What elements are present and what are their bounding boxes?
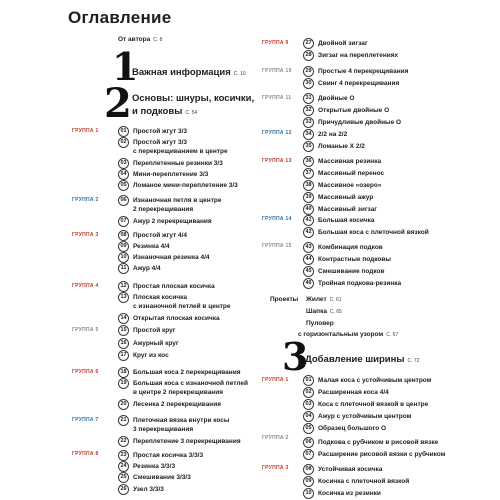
section-3-number: 3 [282, 334, 309, 379]
toc-entry[interactable] [303, 399, 428, 409]
entry-number: 33 [303, 117, 314, 128]
entry-number: 08 [118, 230, 129, 241]
entry-title: Большая косичка [318, 216, 375, 224]
entry-number: 32 [303, 105, 314, 116]
entry-number: 17 [118, 350, 129, 361]
entry-title: Расширенная коса 4/4 [318, 388, 389, 396]
group-label-7: ГРУППА 7 [72, 417, 99, 423]
entry-number: 44 [303, 254, 314, 265]
toc-entry[interactable] [118, 367, 241, 377]
entry-title: Простая косичка 3/3/3 [133, 451, 204, 459]
project-entry[interactable] [306, 296, 342, 303]
group-label-14: ГРУППА 14 [262, 216, 292, 222]
toc-entry[interactable] [118, 436, 241, 446]
project-entry[interactable] [306, 320, 337, 327]
entry-continuation: с перекрещиванием в центре [133, 148, 228, 155]
entry-title: Ажур 4/4 [133, 264, 161, 272]
entry-title: Изнаночная петля в центре [133, 196, 222, 204]
entry-title: Косичка из резинки [318, 489, 381, 497]
entry-number: 03 [303, 399, 314, 410]
entry-title: Простая плоская косичка [133, 282, 215, 290]
group-label-11: ГРУППА 11 [262, 95, 292, 101]
entry-title: Ломаные Х 2/2 [318, 142, 365, 150]
section-3-title [305, 354, 419, 367]
entry-title: Двойные О [318, 94, 355, 102]
group-label-9: ГРУППА 9 [262, 40, 289, 46]
toc-entry[interactable] [118, 415, 229, 425]
entry-title: Простой жгут 3/3 [133, 127, 188, 135]
entry-number: 30 [303, 78, 314, 89]
author-entry [118, 36, 162, 43]
entry-title: Плоская косичка [133, 293, 187, 301]
toc-entry[interactable] [303, 117, 401, 127]
toc-entry[interactable] [303, 168, 384, 178]
group-label-8: ГРУППА 8 [72, 451, 99, 457]
toc-entry[interactable] [303, 387, 389, 397]
toc-entry[interactable] [303, 180, 381, 190]
toc-entry[interactable] [118, 137, 187, 147]
toc-entry[interactable] [303, 192, 373, 202]
toc-entry[interactable] [118, 292, 187, 302]
toc-entry[interactable] [118, 450, 203, 460]
entry-title: Большая коса с изнаночной петлей [133, 379, 249, 387]
entry-title: Переплетенные резинки 3/3 [133, 159, 223, 167]
entry-number: 04 [118, 169, 129, 180]
toc-entry[interactable] [303, 93, 354, 103]
entry-title: Коса с плеточной вязкой в центре [318, 400, 429, 408]
author-label: От автора [118, 36, 151, 43]
entry-number: 18 [118, 367, 129, 378]
entry-number: 04 [303, 411, 314, 422]
entry-title: Простой жгут 4/4 [133, 231, 188, 239]
project-entry[interactable] [298, 331, 398, 338]
entry-number: 05 [118, 180, 129, 191]
toc-entry[interactable] [118, 472, 191, 482]
entry-number: 19 [118, 378, 129, 389]
toc-entry[interactable] [118, 461, 175, 471]
toc-entry[interactable] [303, 66, 408, 76]
project-page: С. 65 [329, 309, 342, 315]
entry-number: 13 [118, 292, 129, 303]
section-3-group-label-2: ГРУППА 2 [262, 435, 289, 441]
entry-title: Массивный перенос [318, 169, 385, 177]
toc-entry[interactable] [303, 156, 381, 166]
entry-number: 21 [118, 415, 129, 426]
entry-title: Свинг 4 перекрещивания [318, 79, 400, 87]
entry-title: Смешивание подков [318, 267, 385, 275]
group-label-6: ГРУППА 6 [72, 369, 99, 375]
entry-title: Резинка 3/3/3 [133, 462, 176, 470]
entry-number: 45 [303, 266, 314, 277]
project-page: С. 61 [329, 297, 342, 303]
project-name: Пуловер [306, 320, 334, 327]
entry-title: Открытые двойные О [318, 106, 390, 114]
entry-title: Простой круг [133, 326, 176, 334]
entry-number: 10 [118, 252, 129, 263]
toc-entry[interactable] [303, 215, 375, 225]
entry-title: Причудливые двойные О [318, 118, 402, 126]
group-label-12: ГРУППА 12 [262, 130, 292, 136]
entry-title: Массивный ажур [318, 193, 374, 201]
toc-entry[interactable] [118, 216, 212, 226]
toc-entry[interactable] [303, 129, 347, 139]
entry-number: 35 [303, 141, 314, 152]
section-2-title-line1: Основы: шнуры, косички, [132, 93, 255, 104]
entry-title: Двойной зигзаг [318, 39, 368, 47]
entry-number: 07 [118, 216, 129, 227]
toc-entry[interactable] [118, 241, 170, 251]
entry-number: 37 [303, 168, 314, 179]
entry-number: 10 [303, 488, 314, 499]
entry-number: 27 [303, 38, 314, 49]
toc-entry[interactable] [118, 325, 175, 335]
entry-title: Простой жгут 3/3 [133, 138, 188, 146]
entry-title: Тройная подкова-резинка [318, 279, 402, 287]
entry-number: 40 [303, 204, 314, 215]
entry-title: 2/2 на 2/2 [318, 130, 348, 138]
toc-entry[interactable] [303, 278, 401, 288]
entry-number: 36 [303, 156, 314, 167]
entry-title: Ажур с устойчивым центром [318, 412, 412, 420]
entry-number: 08 [303, 464, 314, 475]
entry-title: Большая коса с плеточной вязкой [318, 228, 429, 236]
toc-entry[interactable] [303, 204, 377, 214]
toc-entry[interactable] [303, 227, 429, 237]
toc-entry[interactable] [303, 449, 445, 459]
entry-number: 31 [303, 93, 314, 104]
entry-number: 26 [118, 484, 129, 495]
entry-title: Плеточная вязка внутри косы [133, 416, 230, 424]
entry-continuation: 2 перекрещивания [133, 206, 194, 213]
entry-continuation: 3 перекрещивания [133, 426, 194, 433]
entry-title: Простые 4 перекрещивания [318, 67, 409, 75]
section-3-page: С. 72 [407, 358, 420, 364]
entry-title: Зигзаг на переплетениях [318, 51, 399, 59]
entry-number: 06 [118, 195, 129, 206]
entry-title: Открытая плоская косичка [133, 314, 220, 322]
toc-entry[interactable] [303, 488, 381, 498]
toc-entry[interactable] [303, 254, 391, 264]
entry-number: 07 [303, 449, 314, 460]
toc-entry[interactable] [118, 378, 248, 388]
toc-entry[interactable] [303, 141, 365, 151]
page-title: Оглавление [68, 8, 172, 27]
section-3-group-label-1: ГРУППА 1 [262, 377, 289, 383]
toc-entry[interactable] [118, 263, 161, 273]
entry-number: 42 [303, 227, 314, 238]
toc-entry[interactable] [303, 375, 432, 385]
entry-number: 01 [118, 126, 129, 137]
toc-entry[interactable] [118, 195, 221, 205]
toc-entry[interactable] [118, 313, 220, 323]
entry-number: 05 [303, 423, 314, 434]
section-2-number: 2 [104, 80, 132, 127]
entry-title: Смешивание 3/3/3 [133, 473, 191, 481]
entry-number: 02 [118, 137, 129, 148]
entry-number: 06 [303, 437, 314, 448]
toc-entry[interactable] [303, 423, 386, 433]
entry-number: 20 [118, 399, 129, 410]
toc-entry[interactable] [118, 230, 187, 240]
toc-entry[interactable] [303, 50, 398, 60]
entry-continuation: с изнаночной петлей в центре [133, 303, 231, 310]
toc-entry[interactable] [118, 126, 187, 136]
entry-title: Устойчивая косичка [318, 465, 383, 473]
section-1-title [132, 67, 246, 80]
project-name: с горизонтальным узором [298, 331, 384, 338]
section-1-page: С. 10 [233, 71, 246, 77]
section-1-title-text: Важная информация [132, 67, 231, 78]
group-label-15: ГРУППА 15 [262, 243, 292, 249]
entry-title: Контрастные подковы [318, 255, 391, 263]
toc-entry[interactable] [303, 78, 399, 88]
entry-title: Лесенка 2 перекрещивания [133, 400, 222, 408]
entry-number: 12 [118, 281, 129, 292]
entry-number: 01 [303, 375, 314, 386]
entry-title: Ломаное мини-переплетение 3/3 [133, 181, 238, 189]
toc-entry[interactable] [303, 242, 383, 252]
toc-entry[interactable] [118, 180, 238, 190]
entry-title: Изнаночная резинка 4/4 [133, 253, 210, 261]
entry-title: Переплетение 3 перекрещивания [133, 437, 241, 445]
entry-number: 09 [303, 476, 314, 487]
section-2-title-line2-text: и подковы [132, 106, 183, 117]
group-label-1: ГРУППА 1 [72, 128, 99, 134]
projects-label: Проекты [270, 296, 299, 303]
entry-title: Круг из кос [133, 351, 169, 359]
entry-title: Образец большого О [318, 424, 387, 432]
group-label-4: ГРУППА 4 [72, 283, 99, 289]
entry-number: 29 [303, 66, 314, 77]
entry-title: Резинка 4/4 [133, 242, 170, 250]
group-label-13: ГРУППА 13 [262, 158, 292, 164]
entry-number: 03 [118, 158, 129, 169]
toc-entry[interactable] [303, 38, 368, 48]
entry-number: 39 [303, 192, 314, 203]
project-entry[interactable] [306, 308, 342, 315]
group-label-3: ГРУППА 3 [72, 232, 99, 238]
entry-title: Ажурный круг [133, 339, 179, 347]
entry-number: 23 [118, 450, 129, 461]
entry-title: Подкова с рубчиком в рисовой вязке [318, 438, 439, 446]
entry-number: 43 [303, 242, 314, 253]
toc-entry[interactable] [303, 411, 411, 421]
toc-entry[interactable] [303, 437, 438, 447]
entry-title: Косичка с плеточной вязкой [318, 477, 410, 485]
entry-title: Комбинация подков [318, 243, 383, 251]
toc-entry[interactable] [118, 399, 221, 409]
section-2-page: С. 54 [185, 110, 198, 116]
entry-title: Массивное «озеро» [318, 181, 382, 189]
toc-entry[interactable] [118, 350, 169, 360]
entry-number: 11 [118, 263, 129, 274]
entry-number: 14 [118, 313, 129, 324]
entry-title: Расширение рисовой вязки с рубчиком [318, 450, 446, 458]
toc-entry[interactable] [118, 252, 210, 262]
toc-entry[interactable] [303, 476, 409, 486]
group-label-5: ГРУППА 5 [72, 327, 99, 333]
entry-number: 38 [303, 180, 314, 191]
entry-title: Массивная резинка [318, 157, 382, 165]
entry-number: 24 [118, 461, 129, 472]
toc-entry[interactable] [303, 105, 389, 115]
entry-title: Узел 3/3/3 [133, 485, 164, 493]
toc-entry[interactable] [118, 158, 223, 168]
entry-number: 16 [118, 338, 129, 349]
project-name: Шапка [306, 308, 327, 315]
toc-entry[interactable] [118, 169, 208, 179]
entry-title: Большая коса 2 перекрещивания [133, 368, 241, 376]
entry-number: 09 [118, 241, 129, 252]
entry-number: 02 [303, 387, 314, 398]
toc-entry[interactable] [118, 338, 179, 348]
entry-title: Малая коса с устойчивым центром [318, 376, 432, 384]
project-page: С. 67 [386, 332, 399, 338]
toc-entry[interactable] [303, 464, 383, 474]
entry-number: 15 [118, 325, 129, 336]
section-1-number: 1 [112, 44, 139, 89]
entry-title: Мини-переплетение 3/3 [133, 170, 209, 178]
section-2-title-line2 [132, 106, 197, 119]
project-name: Жилет [306, 296, 327, 303]
entry-number: 28 [303, 50, 314, 61]
entry-title: Массивный зигзаг [318, 205, 378, 213]
toc-entry[interactable] [303, 266, 384, 276]
toc-entry[interactable] [118, 281, 215, 291]
author-page: С. 8 [153, 37, 163, 43]
entry-number: 25 [118, 472, 129, 483]
entry-continuation: в центре 2 перекрещивания [133, 389, 224, 396]
group-label-2: ГРУППА 2 [72, 197, 99, 203]
entry-number: 46 [303, 278, 314, 289]
section-3-title-text: Добавление ширины [305, 354, 405, 365]
group-label-10: ГРУППА 10 [262, 68, 292, 74]
entry-number: 22 [118, 436, 129, 447]
toc-entry[interactable] [118, 484, 164, 494]
entry-title: Ажур 2 перекрещивания [133, 217, 212, 225]
section-3-group-label-3: ГРУППА 3 [262, 465, 289, 471]
entry-number: 34 [303, 129, 314, 140]
entry-number: 41 [303, 215, 314, 226]
